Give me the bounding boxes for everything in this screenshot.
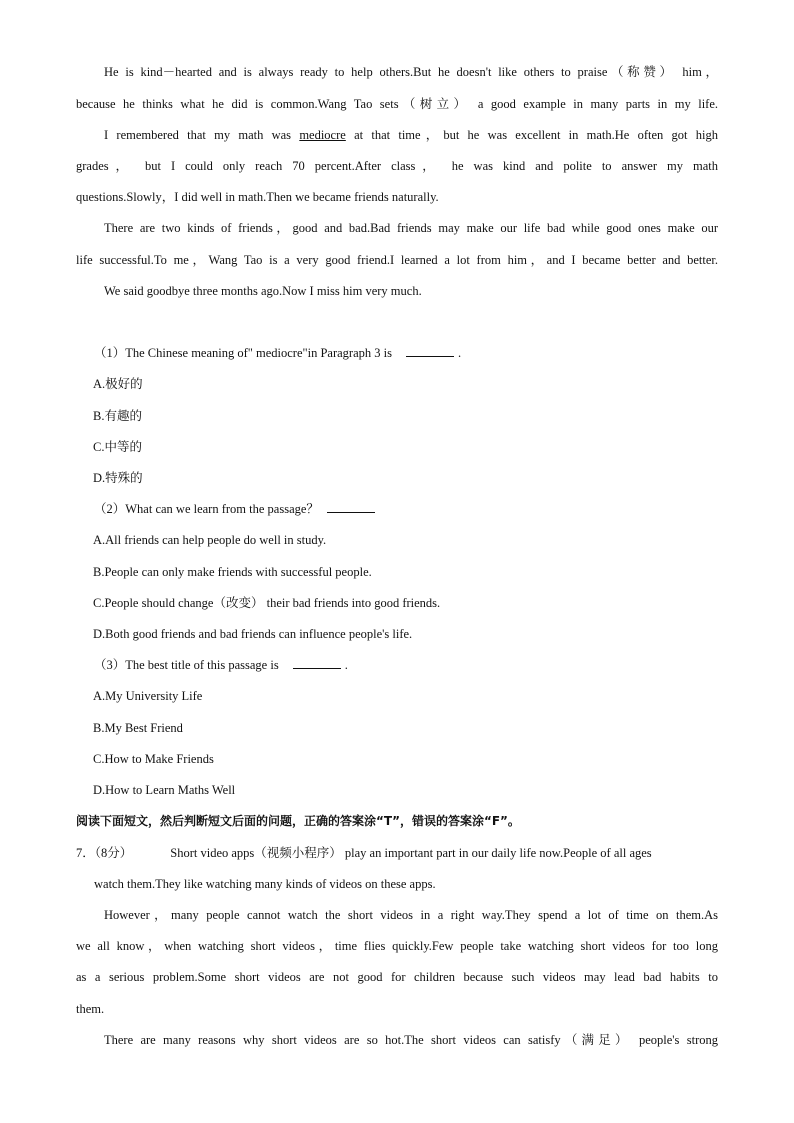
- question-7-line-5: as a serious problem.Some short videos are not good for children because such videos may lead bad habits to: [76, 970, 718, 984]
- passage-line-2: because he thinks what he did is common.Wang Tao sets（树立） a good example in many parts in my life.: [76, 97, 718, 111]
- question-1-stem: （1）The Chinese meaning of" mediocre"in Paragraph 3 is: [94, 346, 392, 360]
- question-7-line-6: them.: [76, 1002, 105, 1016]
- question-7-label: 7．（8分）: [76, 846, 133, 860]
- answer-blank: [293, 657, 341, 669]
- q1-option-b: B.有趣的: [93, 409, 142, 423]
- q1-option-c: C.中等的: [93, 440, 142, 454]
- section-instruction: 阅读下面短文，然后判断短文后面的问题，正确的答案涂“T”，错误的答案涂“F”。: [76, 814, 520, 828]
- question-3: [94, 657, 718, 673]
- q2-option-c: C.People should change（改变） their bad friends into good friends.: [93, 596, 441, 610]
- question-7-line-7: There are many reasons why short videos are so hot.The short videos can satisfy（满足） people's strong: [104, 1033, 718, 1047]
- passage-line-1: He is kind－hearted and is always ready to help others.But he doesn't like others to praise（称赞） him，: [104, 65, 718, 79]
- passage-line-6: There are two kinds of friends，good and bad.Bad friends may make our life bad while good ones make our: [104, 221, 718, 235]
- passage-line-8: We said goodbye three months ago.Now I miss him very much.: [104, 284, 422, 298]
- question-7-line-3: However，many people cannot watch the short videos in a right way.They spend a lot of time on them.As: [104, 908, 718, 922]
- passage-line-3-b: at that time，but he was excellent in math.He often got high: [345, 128, 718, 142]
- passage-line-7: life successful.To me，Wang Tao is a very good friend.I learned a lot from him，and I became better and better.: [76, 253, 718, 267]
- q2-option-a: A.All friends can help people do well in study.: [93, 533, 327, 547]
- passage-line-5: questions.Slowly，I did well in math.Then we became friends naturally.: [76, 190, 439, 204]
- answer-blank: [406, 345, 454, 357]
- question-1: [94, 345, 718, 361]
- q2-option-b: B.People can only make friends with successful people.: [93, 565, 372, 579]
- question-1-tail: .: [457, 346, 462, 360]
- passage-line-3-a: I remembered that my math was: [104, 128, 300, 142]
- underlined-word: mediocre: [299, 128, 346, 142]
- question-7-line-1: [76, 845, 718, 861]
- q3-option-d: D.How to Learn Maths Well: [93, 783, 236, 797]
- passage-line-4: grades， but I could only reach 70 percent.After class， he was kind and polite to answer my math: [76, 159, 718, 173]
- q2-option-d: D.Both good friends and bad friends can influence people's life.: [93, 627, 413, 641]
- question-3-stem: （3）The best title of this passage is: [94, 658, 279, 672]
- question-2: [94, 501, 718, 517]
- question-2-stem: （2）What can we learn from the passage？: [94, 502, 319, 516]
- q1-option-a: A.极好的: [93, 377, 143, 391]
- answer-blank: [327, 501, 375, 513]
- question-7-line-2: watch them.They like watching many kinds of videos on these apps.: [94, 877, 436, 891]
- question-7-line-4: we all know，when watching short videos，time flies quickly.Few people take watching short videos for too long: [76, 939, 718, 953]
- q3-option-c: C.How to Make Friends: [93, 752, 214, 766]
- q3-option-a: A.My University Life: [93, 689, 203, 703]
- q1-option-d: D.特殊的: [93, 471, 143, 485]
- passage-line-3: [104, 127, 718, 143]
- q3-option-b: B.My Best Friend: [93, 721, 183, 735]
- question-7-text-1: Short video apps（视频小程序） play an important part in our daily life now.People of all ages: [170, 846, 652, 860]
- question-3-tail: .: [344, 658, 348, 672]
